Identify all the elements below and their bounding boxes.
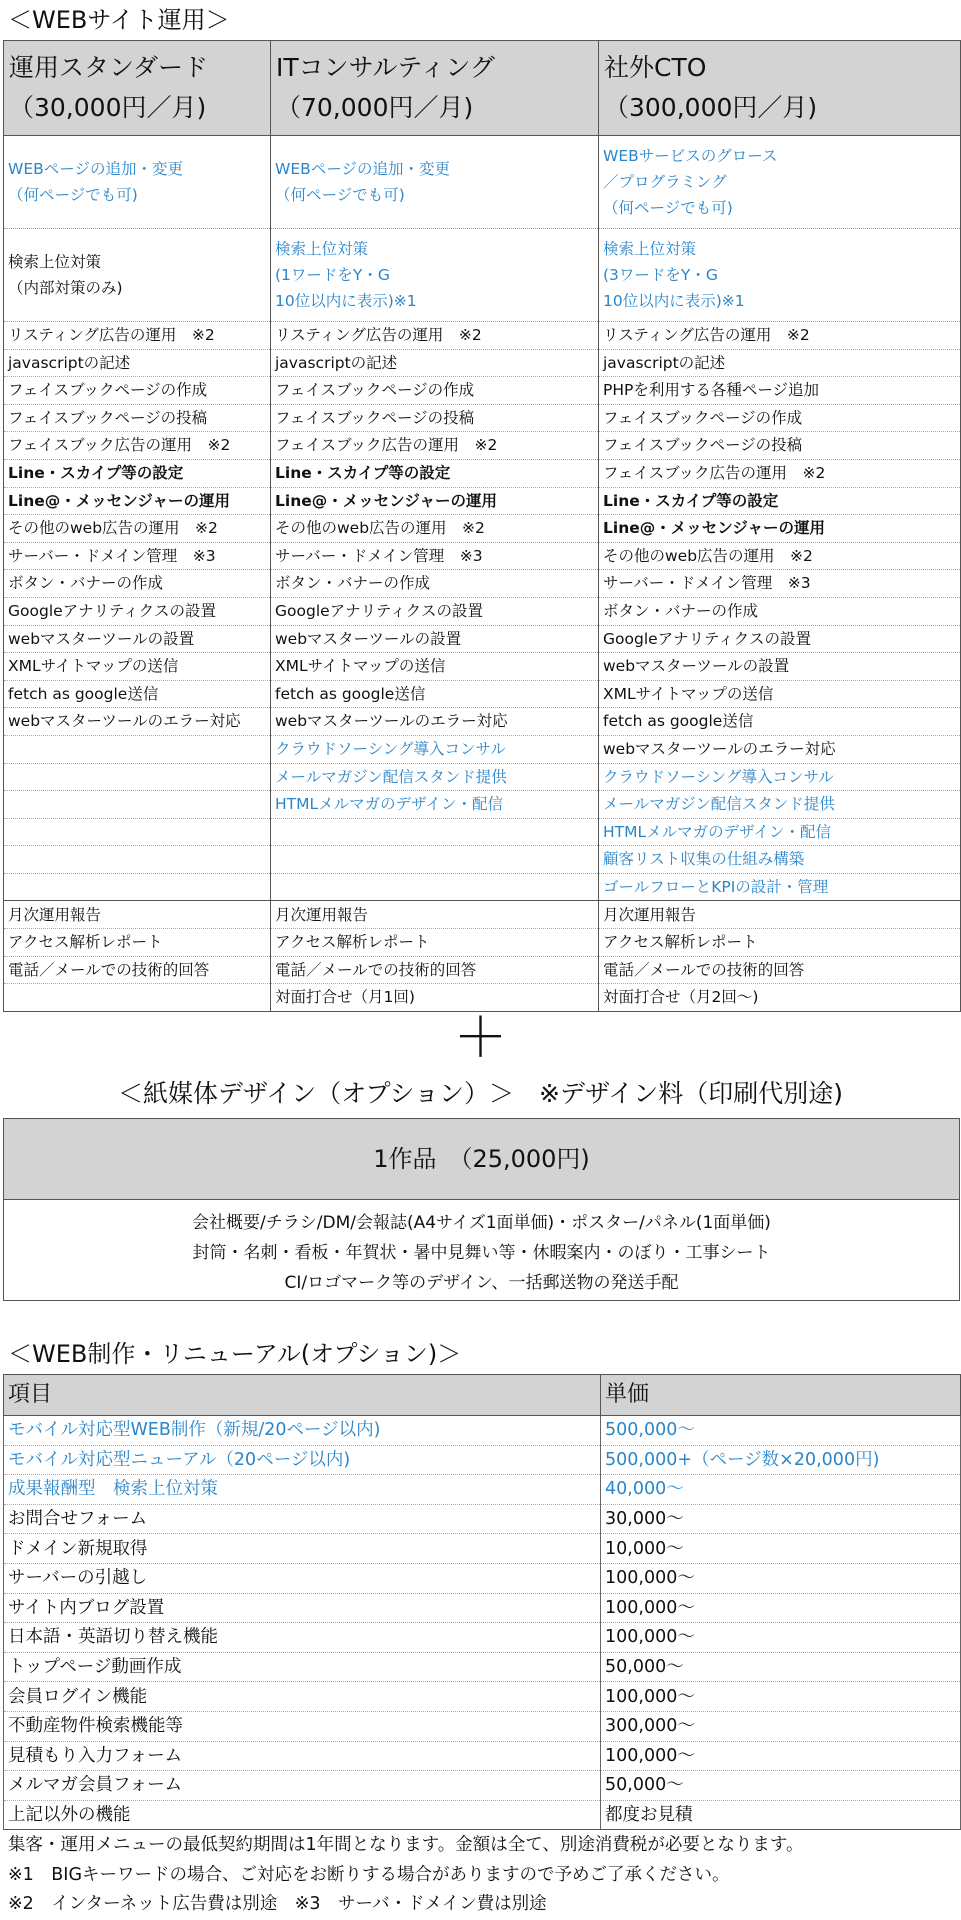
feature-cell: webマスターツールの設置 [271, 625, 599, 653]
feature-cell [4, 735, 271, 763]
feature-row [4, 487, 961, 515]
plan-header-cell [4, 41, 271, 136]
feature-row [4, 322, 961, 350]
feature-row [4, 653, 961, 681]
feature-cell [599, 136, 961, 229]
feature-row [4, 515, 961, 543]
feature-cell: fetch as google送信 [271, 680, 599, 708]
feature-row [4, 349, 961, 377]
feature-line: WEBページの追加・変更 [8, 160, 183, 178]
feature-cell: リスティング広告の運用 ※2 [271, 322, 599, 350]
table-row [4, 1445, 961, 1475]
feature-row [4, 542, 961, 570]
feature-cell [271, 873, 599, 901]
plus-icon: ＋ [453, 1006, 508, 1069]
report-row [4, 929, 961, 957]
feature-row [4, 735, 961, 763]
price-cell: 100,000〜 [601, 1682, 961, 1712]
item-cell: 会員ログイン機能 [4, 1682, 601, 1712]
section2-title: ＜紙媒体デザイン（オプション）＞ ※デザイン料（印刷代別途) [118, 1079, 843, 1108]
feature-cell: クラウドソーシング導入コンサル [271, 735, 599, 763]
report-cell: 対面打合せ（月2回〜) [599, 984, 961, 1012]
feature-cell: Line@・メッセンジャーの運用 [4, 487, 271, 515]
feature-cell: その他のweb広告の運用 ※2 [271, 515, 599, 543]
report-cell: 月次運用報告 [271, 901, 599, 929]
feature-cell: webマスターツールの設置 [599, 653, 961, 681]
table-row [4, 1741, 961, 1771]
report-cell: 対面打合せ（月1回) [271, 984, 599, 1012]
feature-cell: HTMLメルマガのデザイン・配信 [599, 818, 961, 846]
print-design-price: 1作品 （25,000円) [4, 1119, 959, 1200]
report-cell: アクセス解析レポート [4, 929, 271, 957]
feature-cell: フェイスブック広告の運用 ※2 [599, 459, 961, 487]
feature-row [4, 708, 961, 736]
feature-cell: フェイスブックページの投稿 [4, 404, 271, 432]
footnote: ※1 BIGキーワードの場合、ご対応をお断りする場合がありますので予めご了承ください。 [8, 1864, 730, 1885]
item-cell: 不動産物件検索機能等 [4, 1711, 601, 1741]
price-cell: 50,000〜 [601, 1652, 961, 1682]
item-cell: モバイル対応型ニューアル（20ページ以内) [4, 1445, 601, 1475]
feature-line: 検索上位対策 [275, 240, 369, 258]
feature-row [4, 873, 961, 901]
feature-cell: フェイスブックページの作成 [599, 404, 961, 432]
feature-cell: フェイスブックページの投稿 [599, 432, 961, 460]
feature-cell: javascriptの記述 [599, 349, 961, 377]
price-cell: 500,000+（ページ数×20,000円) [601, 1445, 961, 1475]
feature-row [4, 377, 961, 405]
feature-cell: クラウドソーシング導入コンサル [599, 763, 961, 791]
item-cell: ドメイン新規取得 [4, 1534, 601, 1564]
feature-row [4, 570, 961, 598]
feature-cell: サーバー・ドメイン管理 ※3 [599, 570, 961, 598]
operation-plans-table [3, 40, 961, 1012]
report-cell: 月次運用報告 [4, 901, 271, 929]
feature-cell: XMLサイトマップの送信 [599, 680, 961, 708]
feature-cell [4, 873, 271, 901]
feature-cell: フェイスブックページの作成 [271, 377, 599, 405]
print-design-line: 封筒・名刺・看板・年賀状・暑中見舞い等・休暇案内・のぼり・工事シート [192, 1243, 771, 1263]
item-cell: 見積もり入力フォーム [4, 1741, 601, 1771]
print-design-line: CI/ロゴマーク等のデザイン、一括郵送物の発送手配 [284, 1273, 679, 1293]
plan-price: （30,000円／月) [9, 93, 207, 122]
report-cell: 月次運用報告 [599, 901, 961, 929]
price-cell: 100,000〜 [601, 1593, 961, 1623]
feature-cell: XMLサイトマップの送信 [4, 653, 271, 681]
feature-line: （何ページでも可) [275, 186, 405, 204]
table-row [4, 1563, 961, 1593]
feature-cell: フェイスブック広告の運用 ※2 [4, 432, 271, 460]
feature-cell [271, 229, 599, 322]
plan-name: ITコンサルティング [276, 53, 495, 82]
plan-price: （300,000円／月) [604, 93, 818, 122]
item-cell: お問合せフォーム [4, 1504, 601, 1534]
feature-cell: fetch as google送信 [4, 680, 271, 708]
feature-cell: Googleアナリティクスの設置 [4, 597, 271, 625]
feature-line: 10位以内に表示)※1 [603, 292, 745, 310]
item-cell: サーバーの引越し [4, 1563, 601, 1593]
report-cell: アクセス解析レポート [599, 929, 961, 957]
plan-name: 運用スタンダード [9, 53, 209, 82]
price-cell: 100,000〜 [601, 1623, 961, 1653]
plan-name: 社外CTO [604, 53, 707, 82]
item-cell: 成果報酬型 検索上位対策 [4, 1475, 601, 1505]
feature-cell [271, 136, 599, 229]
price-cell: 100,000〜 [601, 1563, 961, 1593]
feature-cell: PHPを利用する各種ページ追加 [599, 377, 961, 405]
feature-row [4, 763, 961, 791]
report-row [4, 956, 961, 984]
feature-cell [599, 229, 961, 322]
plan-header-cell [599, 41, 961, 136]
feature-cell: Line@・メッセンジャーの運用 [599, 515, 961, 543]
print-design-details [4, 1200, 959, 1300]
feature-cell: ボタン・バナーの作成 [4, 570, 271, 598]
item-cell: モバイル対応型WEB制作（新規/20ページ以内) [4, 1416, 601, 1446]
plan-header-cell [271, 41, 599, 136]
print-design-box [3, 1118, 960, 1301]
price-cell: 40,000〜 [601, 1475, 961, 1505]
feature-cell: その他のweb広告の運用 ※2 [4, 515, 271, 543]
feature-cell: Line・スカイプ等の設定 [599, 487, 961, 515]
feature-line: 検索上位対策 [8, 253, 102, 271]
feature-cell: webマスターツールのエラー対応 [271, 708, 599, 736]
feature-line: （内部対策のみ) [8, 279, 123, 297]
feature-row [4, 597, 961, 625]
feature-cell [4, 846, 271, 874]
feature-cell: リスティング広告の運用 ※2 [4, 322, 271, 350]
feature-line: ／プログラミング [603, 173, 727, 191]
feature-cell: webマスターツールのエラー対応 [4, 708, 271, 736]
table-row [4, 1475, 961, 1505]
feature-cell: XMLサイトマップの送信 [271, 653, 599, 681]
feature-row [4, 680, 961, 708]
feature-row [4, 459, 961, 487]
feature-cell: HTMLメルマガのデザイン・配信 [271, 791, 599, 819]
feature-cell: Line@・メッセンジャーの運用 [271, 487, 599, 515]
feature-cell: Googleアナリティクスの設置 [271, 597, 599, 625]
price-cell: 50,000〜 [601, 1771, 961, 1801]
feature-cell: webマスターツールのエラー対応 [599, 735, 961, 763]
report-cell: アクセス解析レポート [271, 929, 599, 957]
table-row [4, 1652, 961, 1682]
feature-cell: メールマガジン配信スタンド提供 [599, 791, 961, 819]
price-cell: 300,000〜 [601, 1711, 961, 1741]
feature-cell: フェイスブックページの投稿 [271, 404, 599, 432]
print-design-line: 会社概要/チラシ/DM/会報誌(A4サイズ1面単価)・ポスター/パネル(1面単価) [192, 1213, 771, 1233]
feature-cell: その他のweb広告の運用 ※2 [599, 542, 961, 570]
item-cell: 日本語・英語切り替え機能 [4, 1623, 601, 1653]
table-row [4, 1623, 961, 1653]
item-cell: 上記以外の機能 [4, 1800, 601, 1830]
header-price: 単価 [601, 1375, 961, 1416]
price-cell: 都度お見積 [601, 1800, 961, 1830]
footnote: ※2 インターネット広告費は別途 ※3 サーバ・ドメイン費は別途 [8, 1894, 547, 1914]
feature-row [4, 136, 961, 229]
feature-cell [4, 791, 271, 819]
table-row [4, 1682, 961, 1712]
feature-line: 検索上位対策 [603, 240, 697, 258]
table-row [4, 1771, 961, 1801]
feature-row [4, 432, 961, 460]
table-row [4, 1534, 961, 1564]
table-row [4, 1416, 961, 1446]
feature-cell: リスティング広告の運用 ※2 [599, 322, 961, 350]
feature-cell [271, 846, 599, 874]
section1-title: ＜WEBサイト運用＞ [8, 6, 230, 34]
feature-cell: ボタン・バナーの作成 [599, 597, 961, 625]
price-cell: 10,000〜 [601, 1534, 961, 1564]
report-cell: 電話／メールでの技術的回答 [271, 956, 599, 984]
web-production-table [3, 1374, 961, 1830]
feature-row [4, 625, 961, 653]
section3-title: ＜WEB制作・リニューアル(オプション)＞ [8, 1340, 462, 1368]
item-cell: トップページ動画作成 [4, 1652, 601, 1682]
feature-row [4, 791, 961, 819]
feature-line: （何ページでも可) [603, 199, 733, 217]
feature-line: (3ワードをY・G [603, 266, 718, 284]
feature-cell: webマスターツールの設置 [4, 625, 271, 653]
feature-cell: サーバー・ドメイン管理 ※3 [271, 542, 599, 570]
feature-line: 10位以内に表示)※1 [275, 292, 417, 310]
feature-line: WEBサービスのグロース [603, 147, 778, 165]
feature-row [4, 818, 961, 846]
report-row [4, 901, 961, 929]
feature-cell: サーバー・ドメイン管理 ※3 [4, 542, 271, 570]
table-row [4, 1593, 961, 1623]
feature-cell [4, 763, 271, 791]
feature-cell: ボタン・バナーの作成 [271, 570, 599, 598]
table-row [4, 1711, 961, 1741]
table-header-row [4, 1375, 961, 1416]
feature-cell: ゴールフローとKPIの設計・管理 [599, 873, 961, 901]
feature-cell: フェイスブックページの作成 [4, 377, 271, 405]
feature-line: WEBページの追加・変更 [275, 160, 450, 178]
feature-row [4, 229, 961, 322]
report-cell: 電話／メールでの技術的回答 [599, 956, 961, 984]
feature-cell: Line・スカイプ等の設定 [271, 459, 599, 487]
feature-cell: フェイスブック広告の運用 ※2 [271, 432, 599, 460]
price-cell: 30,000〜 [601, 1504, 961, 1534]
header-item: 項目 [4, 1375, 601, 1416]
footnotes [8, 1831, 803, 1920]
plan-header-row [4, 41, 961, 136]
plan-price: （70,000円／月) [276, 93, 474, 122]
feature-cell [271, 818, 599, 846]
price-cell: 100,000〜 [601, 1741, 961, 1771]
footnote: 集客・運用メニューの最低契約期間は1年間となります。金額は全て、別途消費税が必要となります。 [8, 1835, 804, 1855]
feature-cell: Googleアナリティクスの設置 [599, 625, 961, 653]
item-cell: メルマガ会員フォーム [4, 1771, 601, 1801]
feature-row [4, 404, 961, 432]
feature-line: （何ページでも可) [8, 186, 138, 204]
feature-cell [4, 229, 271, 322]
feature-cell: fetch as google送信 [599, 708, 961, 736]
feature-cell [4, 136, 271, 229]
item-cell: サイト内ブログ設置 [4, 1593, 601, 1623]
feature-cell: javascriptの記述 [271, 349, 599, 377]
feature-cell: Line・スカイプ等の設定 [4, 459, 271, 487]
feature-cell: javascriptの記述 [4, 349, 271, 377]
feature-cell [4, 818, 271, 846]
feature-row [4, 846, 961, 874]
table-row [4, 1800, 961, 1830]
feature-cell: メールマガジン配信スタンド提供 [271, 763, 599, 791]
feature-cell: 顧客リスト収集の仕組み構築 [599, 846, 961, 874]
table-row [4, 1504, 961, 1534]
feature-line: (1ワードをY・G [275, 266, 390, 284]
report-cell: 電話／メールでの技術的回答 [4, 956, 271, 984]
price-cell: 500,000〜 [601, 1416, 961, 1446]
